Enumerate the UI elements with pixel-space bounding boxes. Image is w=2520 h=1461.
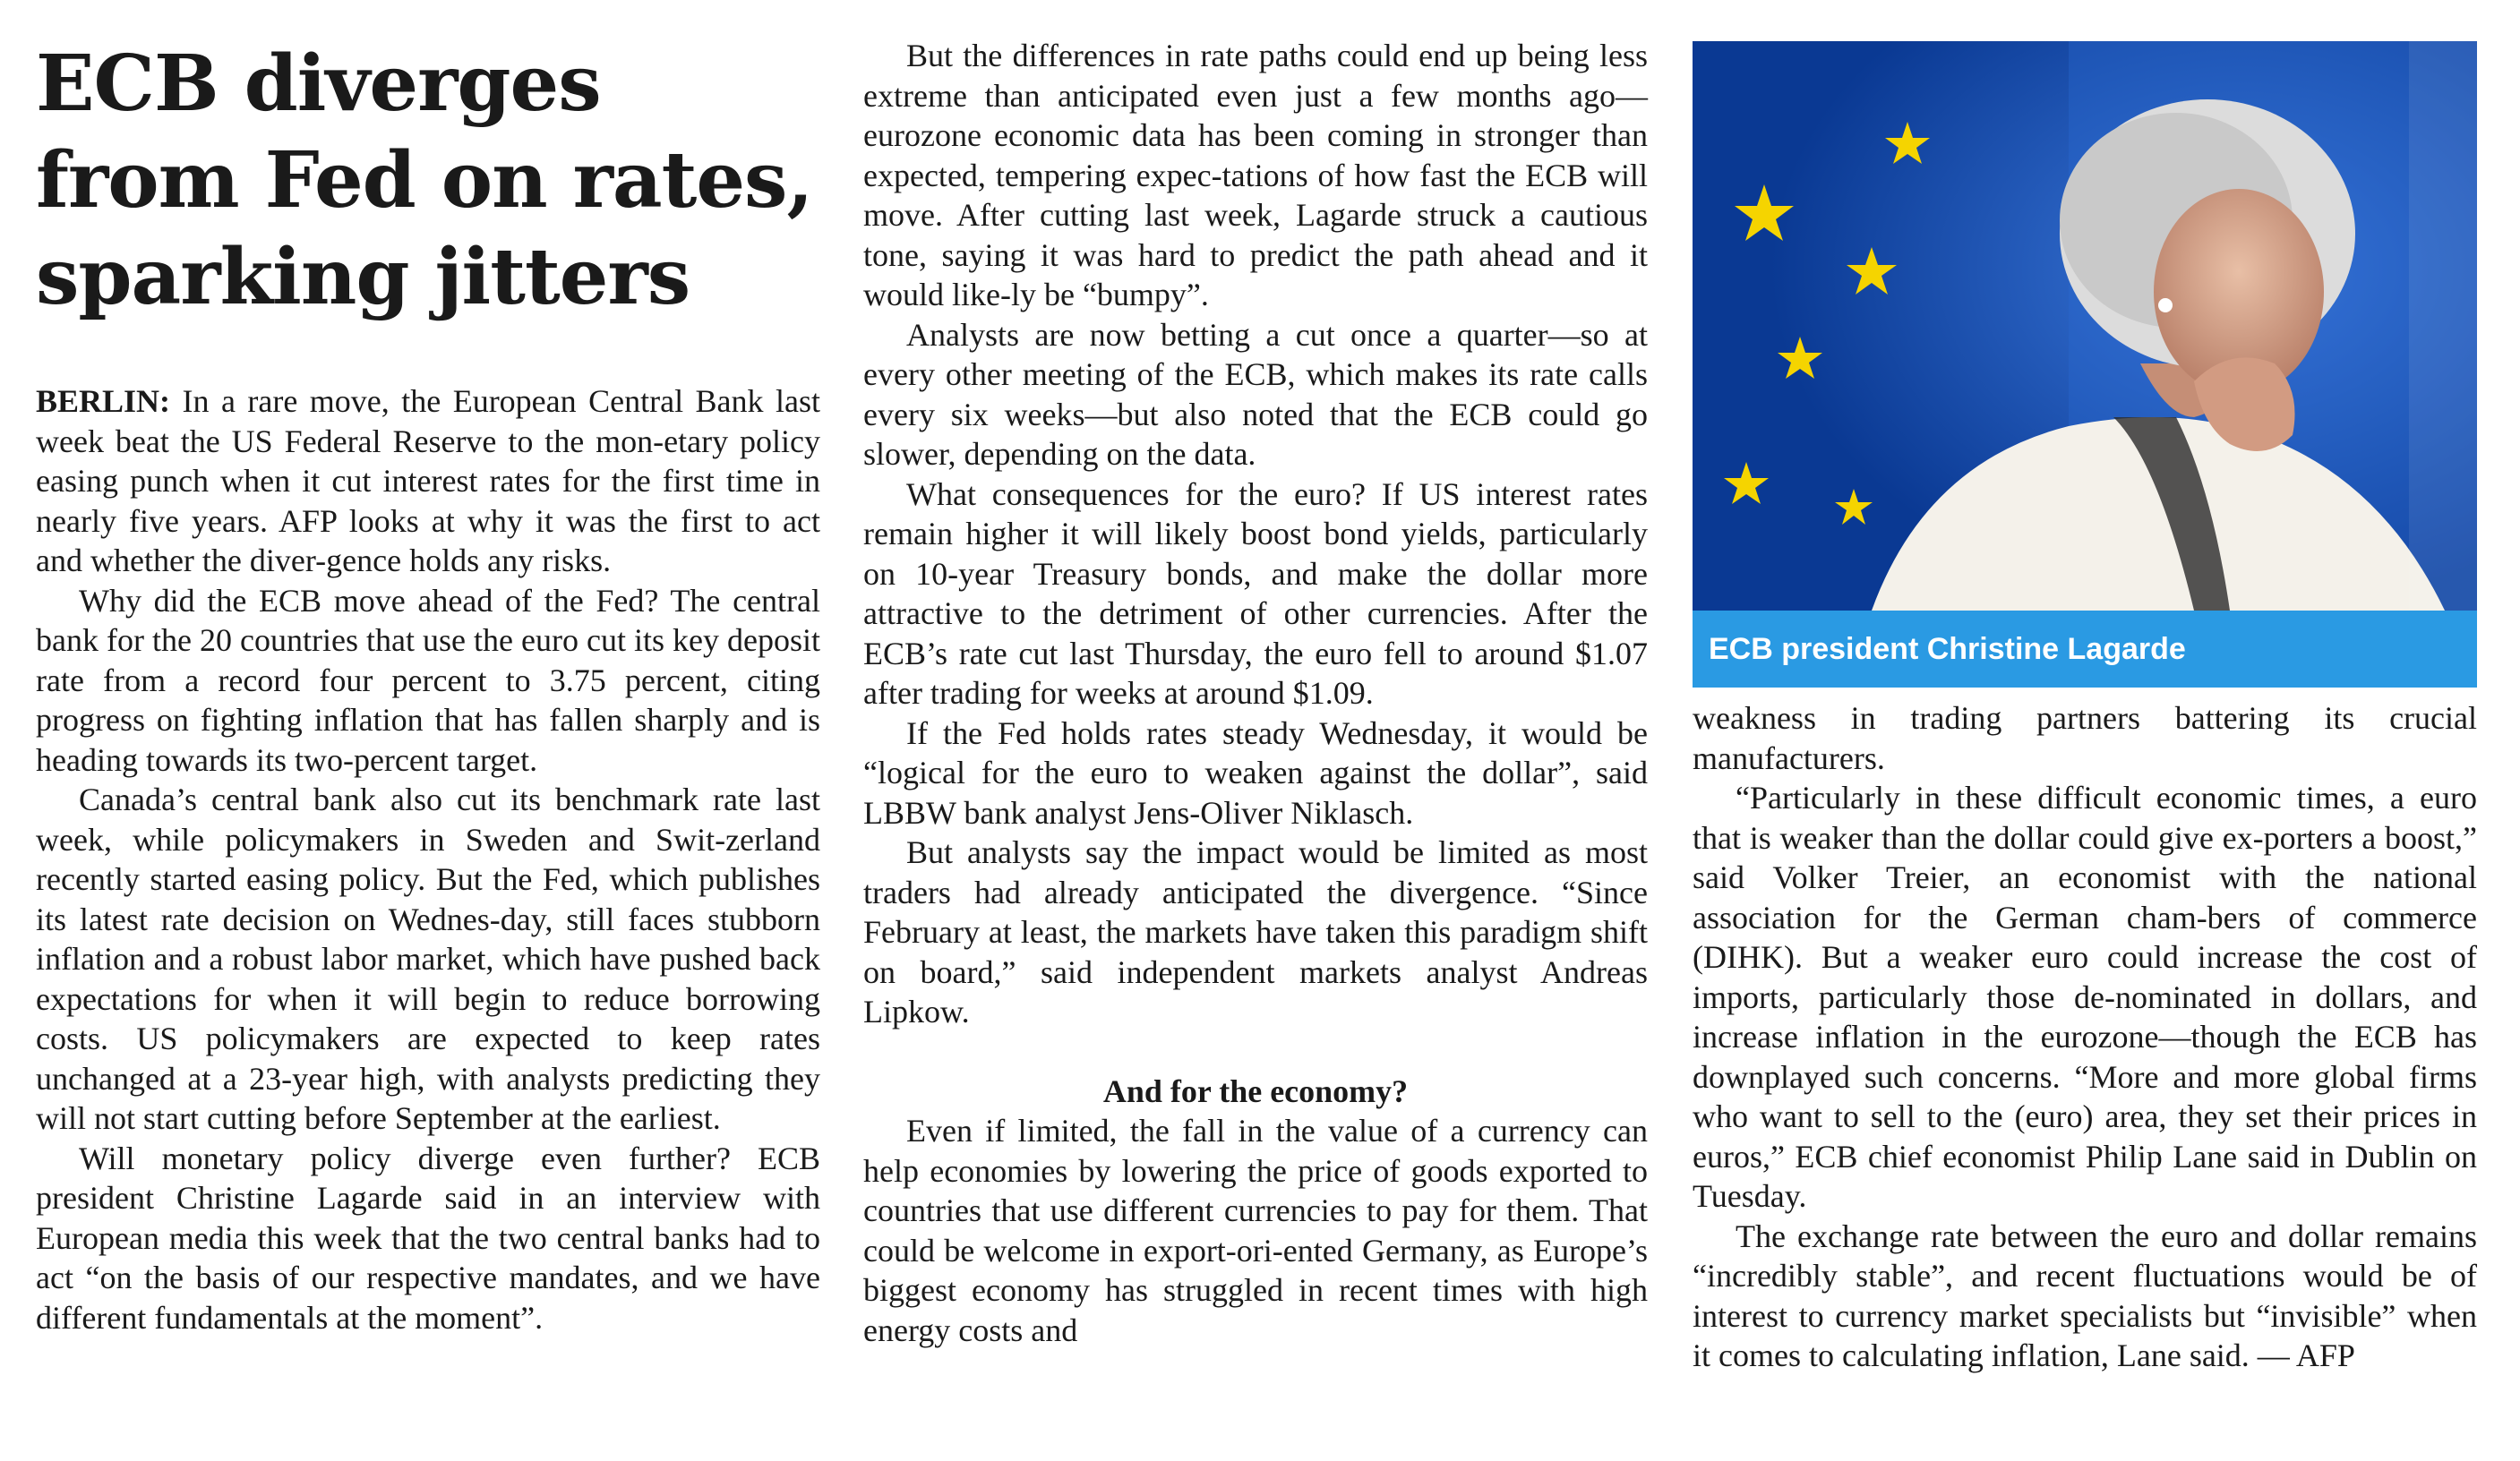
paragraph: Even if limited, the fall in the value of a currency can help economies by lowering the price of goods exported to countries that use different currencies to pay for them. That could be welcome in export-ori-ented Germany, as Europe’s biggest economy has struggled in recent times with high energy costs and bbox=[863, 1113, 1648, 1348]
paragraph: Why did the ECB move ahead of the Fed? The central bank for the 20 countries that use the euro cut its key deposit rate from a record four percent to 3.75 percent, citing progress on fighting inflation that has fallen sharply and is heading towards its two-percent target. bbox=[36, 582, 820, 778]
paragraph: If the Fed holds rates steady Wednesday, it would be “logical for the euro to weaken against the dollar”, said LBBW bank analyst Jens-Oliver Niklasch. bbox=[863, 714, 1648, 831]
paragraph: But the differences in rate paths could end up being less extreme than anticipated even just a few months ago—eurozone economic data has been coming in stronger than expected, tempering expec-tations of how fast the ECB will move. After cutting last week, Lagarde struck a cautious tone, saying it was hard to predict the path ahead and it would like-ly be “bumpy”. bbox=[863, 38, 1648, 312]
photo-illustration bbox=[1693, 41, 2477, 611]
paragraph-text: In a rare move, the European Central Bank last week beat the US Federal Reserve to the mon-etary policy easing punch when it cut interest rates for the first time in nearly five years. AFP looks at why it was the first to act and whether the diver-gence holds any risks. bbox=[36, 383, 820, 578]
dateline: BERLIN: bbox=[36, 383, 171, 419]
headline: ECB diverges from Fed on rates, sparking jitters bbox=[36, 38, 813, 322]
article-column-2 bbox=[863, 36, 1648, 1350]
paragraph: “Particularly in these difficult economic times, a euro that is weaker than the dollar could give ex-porters a boost,” said Volker Treier, an economist with the national association for the German cham-bers of commerce (DIHK). But a weaker euro could increase the cost of imports, particularly those de-nominated in dollars, and increase inflation in the eurozone—though the ECB has downplayed such concerns. “More and more global firms who want to sell to the (euro) area, they set their prices in euros,” ECB chief economist Philip Lane said in Dublin on Tuesday. bbox=[1693, 780, 2477, 1214]
section-subhead: And for the economy? bbox=[1102, 1072, 1409, 1109]
paragraph: Canada’s central bank also cut its benchmark rate last week, while policymakers in Sweden and Swit-zerland recently started easing policy. But the Fed, which publishes its latest rate decision on Wednes-day, still faces stubborn inflation and a robust labor market, which have pushed back expectations for when it will begin to reduce borrowing costs. US policymakers are expected to keep rates unchanged at a 23-year high, with analysts predicting they will not start cutting before September at the earliest. bbox=[36, 782, 820, 1136]
paragraph: What consequences for the euro? If US interest rates remain higher it will likely boost bond yields, particularly on 10-year Treasury bonds, and make the dollar more attractive to the detriment of other currencies. After the ECB’s rate cut last Thursday, the euro fell to around $1.07 after trading for weeks at around $1.09. bbox=[863, 475, 1648, 711]
paragraph: The exchange rate between the euro and dollar remains “incredibly stable”, and recent fluctuations would be of interest to currency market specialists but “invisible” when it comes to calculating inflation, Lane said. — AFP bbox=[1693, 1218, 2477, 1373]
lagarde-photo bbox=[1693, 41, 2477, 611]
article-column-3 bbox=[1693, 41, 2477, 1376]
photo-caption: ECB president Christine Lagarde bbox=[1693, 611, 2477, 688]
paragraph-intro bbox=[36, 381, 820, 581]
paragraph: Will monetary policy diverge even further? ECB president Christine Lagarde said in an interview with European media this week that the two central banks had to act “on the basis of our respective mandates, and we have different fundamentals at the moment”. bbox=[36, 1140, 820, 1336]
paragraph: But analysts say the impact would be limited as most traders had already anticipated the divergence. “Since February at least, the markets have taken this paradigm shift on board,” said independent markets analyst Andreas Lipkow. bbox=[863, 834, 1648, 1030]
article-column-1 bbox=[36, 36, 820, 1337]
paragraph: weakness in trading partners battering its crucial manufacturers. bbox=[1693, 700, 2477, 776]
paragraph: Analysts are now betting a cut once a quarter—so at every other meeting of the ECB, which makes its rate calls every six weeks—but also noted that the ECB could go slower, depending on the data. bbox=[863, 316, 1648, 472]
